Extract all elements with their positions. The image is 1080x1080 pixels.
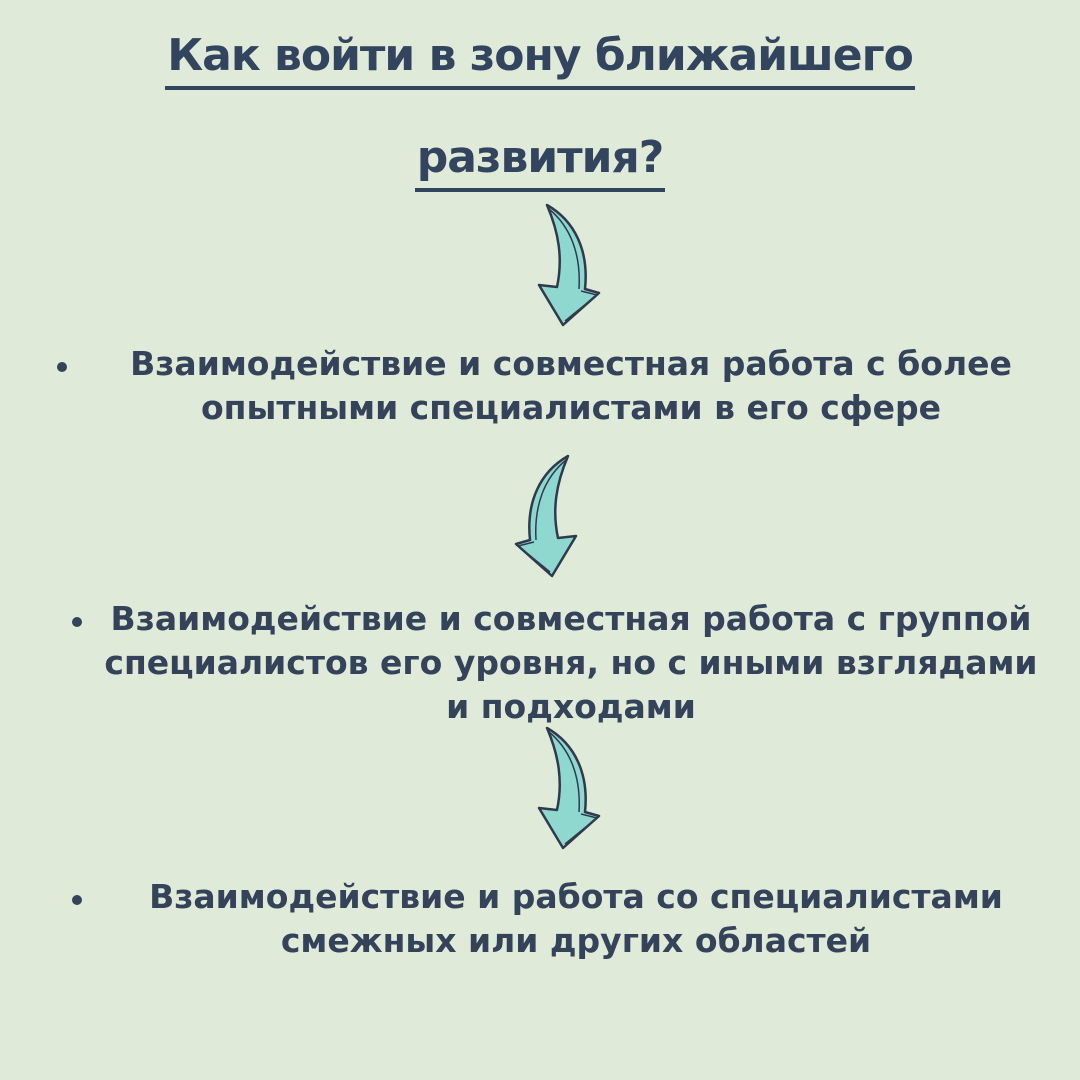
curved-down-arrow-icon (535, 203, 605, 327)
title-text-2: развития? (415, 134, 666, 192)
page-title-line-2 (0, 132, 1080, 192)
page-title-line-1 (0, 30, 1080, 90)
curved-down-arrow-icon (535, 726, 605, 850)
curved-down-arrow-icon (510, 454, 580, 578)
list-item: Взаимодействие и работа со специалистами смежных или других областей (149, 877, 1003, 960)
bullet-dot-icon (57, 362, 67, 372)
list-item: Взаимодействие и совместная работа с группой специалистов его уровня, но с иными взглядами и подходами (104, 599, 1038, 726)
list-item: Взаимодействие и совместная работа с более опытными специалистами в его сфере (130, 344, 1012, 427)
bullet-dot-icon (72, 617, 82, 627)
bullet-dot-icon (72, 895, 82, 905)
title-text-1: Как войти в зону ближайшего (165, 32, 915, 90)
